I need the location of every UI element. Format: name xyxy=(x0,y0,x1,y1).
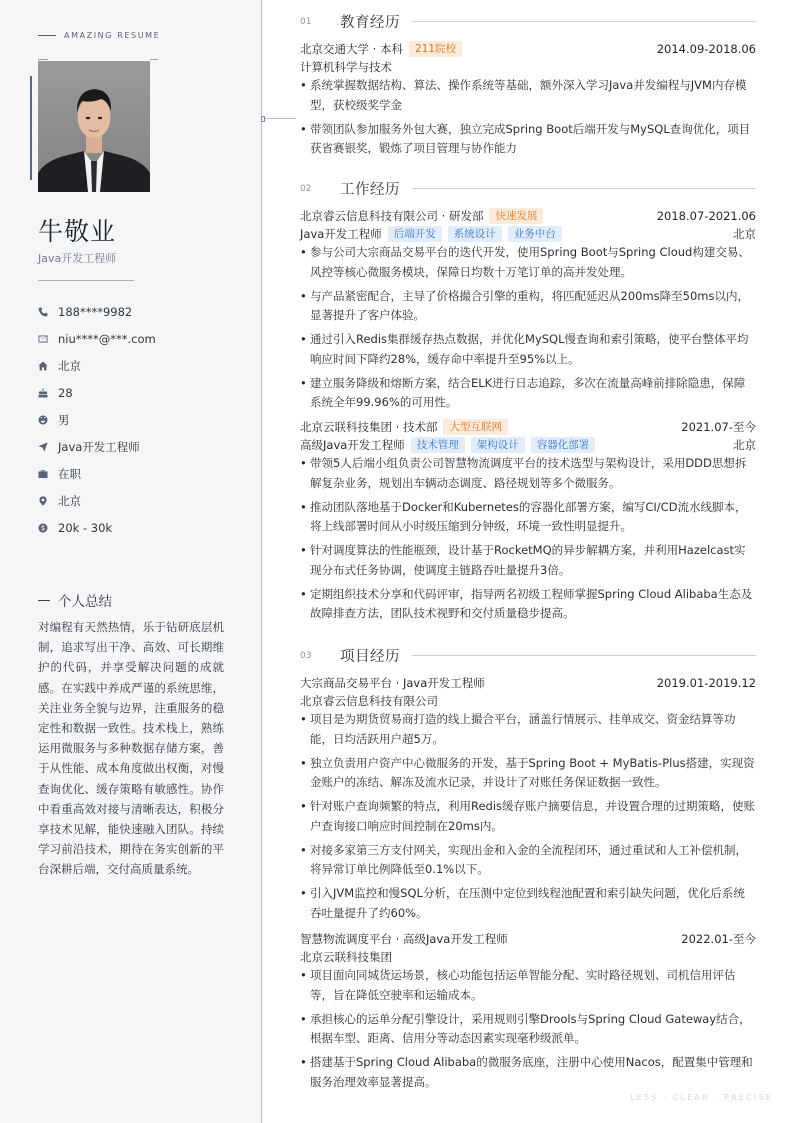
candidate-title: Java开发工程师 xyxy=(38,252,117,265)
section-title: 工作经历 xyxy=(340,182,400,198)
contact-info-list xyxy=(38,298,238,541)
company-name: 北京云联科技集团 · 技术部 xyxy=(300,420,438,434)
list-item: • 参与公司大宗商品交易平台的迭代开发，使用Spring Boot与Spring Cloud构建交易、风控等核心微服务模块，保障日均数十万笔订单的高并发处理。 xyxy=(300,243,756,282)
job-city: 北京 xyxy=(733,438,756,452)
summary-text: 对编程有天然热情，乐于钻研底层机制，追求写出干净、高效、可长期维护的代码，并享受解决问题的成就感。在实践中养成严谨的系统思维，关注业务全貌与边界，注重服务的稳定性和数据一致性。技术栈上，熟练运用微服务与多种数据存储方案，善于从性能、成本角度做出权衡，对慢查询优化、缓存策略有敏感性。协作中看重高效对接与清晰表达，积极分享技术见解，能快速融入团队。持续学习前沿技术，期待在务实创新的平台深耕后端，交付高质量系统。 xyxy=(38,620,224,877)
list-item: • 针对账户查询频繁的特点，利用Redis缓存账户摘要信息，并设置合理的过期策略，使账户查询接口响应时间控制在20ms内。 xyxy=(300,797,756,836)
entry-header xyxy=(300,674,756,692)
sidebar xyxy=(0,0,262,1123)
project-entry xyxy=(300,930,756,1097)
section-header-work xyxy=(300,178,756,199)
work-entry xyxy=(300,418,756,628)
section-number: 03 xyxy=(300,650,312,661)
entry-subheader xyxy=(300,948,756,966)
job-role: 高级Java开发工程师 xyxy=(300,438,405,452)
role-tag: 业务中台 xyxy=(508,226,562,242)
section-header-education xyxy=(300,11,756,32)
brand xyxy=(38,31,160,40)
education-entry xyxy=(300,40,756,163)
work-entry xyxy=(300,207,756,417)
info-status xyxy=(38,460,238,487)
name-divider xyxy=(38,280,134,281)
info-location xyxy=(38,487,238,514)
photo-accent-bar xyxy=(30,76,32,180)
brand-line xyxy=(38,35,56,36)
photo-corner-tick xyxy=(150,59,158,60)
profile-photo xyxy=(38,61,150,192)
home-icon xyxy=(38,361,58,371)
info-gender-text: 男 xyxy=(58,412,70,427)
briefcase-icon xyxy=(38,469,58,479)
phone-icon xyxy=(38,307,58,317)
section-header-projects xyxy=(300,645,756,666)
entry-subheader xyxy=(300,436,756,454)
candidate-name: 牛敬业 xyxy=(38,217,117,246)
entry-date: 2022.01-至今 xyxy=(681,932,756,946)
location-pin-icon xyxy=(38,496,58,506)
job-role: Java开发工程师 xyxy=(300,227,382,241)
list-item: • 项目是为期货贸易商打造的线上撮合平台，涵盖行情展示、挂单成交、资金结算等功能，日均活跃用户超5万。 xyxy=(300,710,756,749)
project-bullets xyxy=(300,710,756,923)
role-tag: 架构设计 xyxy=(471,437,525,453)
info-age xyxy=(38,379,238,406)
role-tag: 容器化部署 xyxy=(531,437,596,453)
section-title: 教育经历 xyxy=(340,15,400,31)
photo-corner-tick xyxy=(38,59,48,60)
list-item: • 引入JVM监控和慢SQL分析，在压测中定位到线程池配置和索引缺失问题，优化后系统吞吐量提升了约60%。 xyxy=(300,884,756,923)
entry-date: 2018.07-2021.06 xyxy=(656,209,756,223)
list-item: • 对接多家第三方支付网关，实现出金和入金的全流程闭环，通过重试和人工补偿机制，将异常订单比例降低至0.1%以下。 xyxy=(300,841,756,880)
company-tag: 大型互联网 xyxy=(443,419,508,435)
project-company: 北京睿云信息科技有限公司 xyxy=(300,694,438,708)
entry-subheader xyxy=(300,225,756,243)
info-location-text: 北京 xyxy=(58,493,81,508)
section-number: 01 xyxy=(300,16,312,27)
info-age-text: 28 xyxy=(58,385,73,400)
role-tag: 技术管理 xyxy=(411,437,465,453)
entry-header xyxy=(300,207,756,225)
summary-title: 个人总结 xyxy=(58,594,112,610)
entry-date: 2014.09-2018.06 xyxy=(656,42,756,56)
email-icon xyxy=(38,334,58,344)
section-number: 02 xyxy=(300,183,312,194)
cake-icon xyxy=(38,388,58,398)
list-item: • 独立负责用户资产中心微服务的开发，基于Spring Boot + MyBatis-Plus搭建，实现资金账户的冻结、解冻及流水记录，并设计了对账任务保证数据一致性。 xyxy=(300,754,756,793)
list-item: • 系统掌握数据结构、算法、操作系统等基础，额外深入学习Java并发编程与JVM内存模型，获校级奖学金 xyxy=(300,76,756,115)
summary-header xyxy=(38,590,112,610)
brand-text: AMAZING RESUME xyxy=(64,31,161,40)
summary-dash xyxy=(38,600,50,601)
info-city-text: 北京 xyxy=(58,358,81,373)
info-status-text: 在职 xyxy=(58,466,81,481)
role-tag: 后端开发 xyxy=(388,226,442,242)
info-salary-text: 20k - 30k xyxy=(58,520,113,535)
list-item: • 推动团队落地基于Docker和Kubernetes的容器化部署方案，编写CI/CD流水线脚本，将上线部署时间从小时级压缩到分钟级，环境一致性明显提升。 xyxy=(300,498,756,537)
project-company: 北京云联科技集团 xyxy=(300,950,392,964)
entry-subheader xyxy=(300,692,756,710)
project-name: 智慧物流调度平台 · 高级Java开发工程师 xyxy=(300,932,508,946)
info-city xyxy=(38,352,238,379)
sidebar-connector-node xyxy=(261,116,265,122)
section-rule xyxy=(412,21,756,22)
section-title: 项目经历 xyxy=(340,649,400,665)
entry-header xyxy=(300,418,756,436)
list-item: • 项目面向同城货运场景，核心功能包括运单智能分配、实时路径规划、司机信用评估等，旨在降低空驶率和运输成本。 xyxy=(300,966,756,1005)
info-salary xyxy=(38,514,238,541)
list-item: • 针对调度算法的性能瓶颈，设计基于RocketMQ的异步解耦方案，并利用Hazelcast实现分布式任务协调，使调度主链路吞吐量提升3倍。 xyxy=(300,541,756,580)
entry-subheader xyxy=(300,58,756,76)
entry-date: 2019.01-2019.12 xyxy=(656,676,756,690)
sidebar-connector-line xyxy=(262,118,296,119)
info-position xyxy=(38,433,238,460)
company-name: 北京睿云信息科技有限公司 · 研发部 xyxy=(300,209,484,223)
list-item: • 带领5人后端小组负责公司智慧物流调度平台的技术选型与架构设计，采用DDD思想拆解复杂业务，规划出车辆动态调度、路径规划等多个微服务。 xyxy=(300,454,756,493)
entry-header xyxy=(300,40,756,58)
major-name: 计算机科学与技术 xyxy=(300,60,392,74)
entry-date: 2021.07-至今 xyxy=(681,420,756,434)
work-bullets xyxy=(300,243,756,413)
role-tag: 系统设计 xyxy=(448,226,502,242)
job-city: 北京 xyxy=(733,227,756,241)
footer-watermark: LESS · CLEAR · PRECISE xyxy=(630,1093,773,1102)
info-phone-text: 188****9982 xyxy=(58,304,133,319)
project-name: 大宗商品交易平台 · Java开发工程师 xyxy=(300,676,485,690)
project-entry xyxy=(300,674,756,928)
info-position-text: Java开发工程师 xyxy=(58,439,140,454)
send-icon xyxy=(38,442,58,452)
smile-icon xyxy=(38,415,58,425)
section-rule xyxy=(412,188,756,189)
list-item: • 承担核心的运单分配引擎设计，采用规则引擎Drools与Spring Cloud Gateway结合，根据车型、距离、信用分等动态因素实现毫秒级派单。 xyxy=(300,1010,756,1049)
list-item: • 建立服务降级和熔断方案，结合ELK进行日志追踪，多次在流量高峰前排除隐患，保障系统全年99.96%的可用性。 xyxy=(300,374,756,413)
education-bullets xyxy=(300,76,756,159)
company-tag: 快速发展 xyxy=(489,208,543,224)
school-name: 北京交通大学 · 本科 xyxy=(300,42,403,56)
info-email xyxy=(38,325,238,352)
entry-header xyxy=(300,930,756,948)
list-item: • 搭建基于Spring Cloud Alibaba的微服务底座，注册中心使用Nacos，配置集中管理和服务治理效率显著提高。 xyxy=(300,1053,756,1092)
profile-photo-frame xyxy=(38,61,150,192)
info-phone xyxy=(38,298,238,325)
list-item: • 定期组织技术分享和代码评审，指导两名初级工程师掌握Spring Cloud Alibaba生态及故障排查方法，团队技术视野和交付质量稳步提高。 xyxy=(300,585,756,624)
info-email-text: niu****@***.com xyxy=(58,331,156,346)
info-gender xyxy=(38,406,238,433)
dollar-icon xyxy=(38,523,58,533)
school-tag: 211院校 xyxy=(409,41,462,57)
list-item: • 带领团队参加服务外包大赛，独立完成Spring Boot后端开发与MySQL查询优化，项目获省赛银奖，锻炼了项目管理与协作能力 xyxy=(300,120,756,159)
list-item: • 与产品紧密配合，主导了价格撮合引擎的重构，将匹配延迟从200ms降至50ms以内，显著提升了客户体验。 xyxy=(300,287,756,326)
work-bullets xyxy=(300,454,756,624)
section-rule xyxy=(412,655,756,656)
list-item: • 通过引入Redis集群缓存热点数据，并优化MySQL慢查询和索引策略，使平台整体平均响应时间下降约28%，缓存命中率提升至95%以上。 xyxy=(300,330,756,369)
project-bullets xyxy=(300,966,756,1092)
